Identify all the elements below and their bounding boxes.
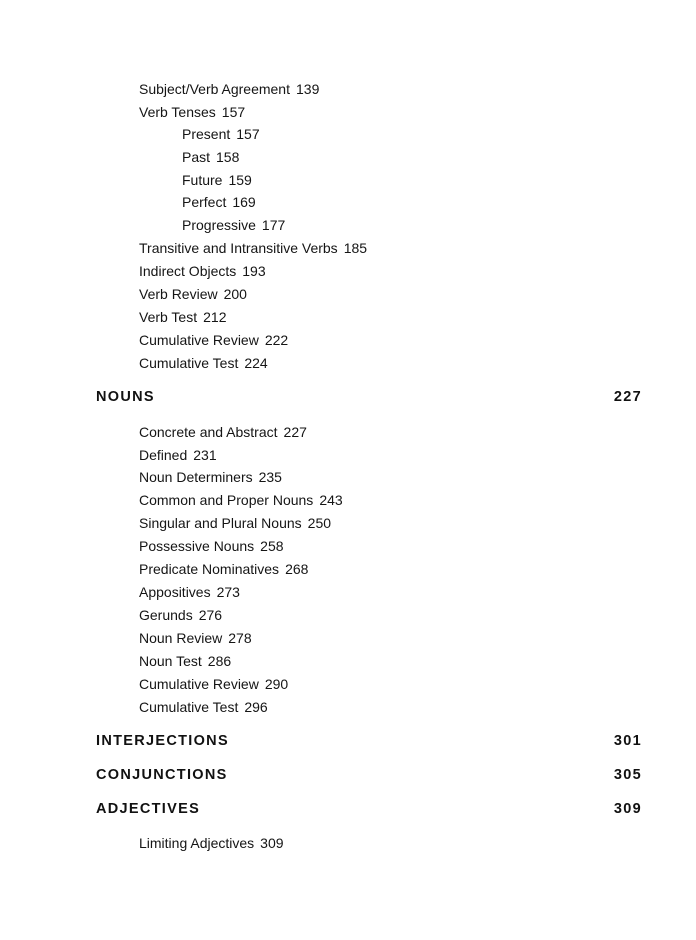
entry-page: 250: [307, 515, 332, 531]
entry-page: 212: [203, 309, 227, 325]
entry-page: 227: [283, 424, 307, 440]
section-page-nouns: 227: [613, 389, 642, 405]
entry-page: 231: [193, 447, 217, 463]
entry-page: 290: [264, 676, 289, 692]
toc-entry: [139, 491, 343, 509]
entry-page: 157: [236, 126, 260, 142]
section-title-conjunctions: CONJUNCTIONS: [96, 767, 228, 783]
entry-page: 268: [285, 561, 309, 577]
toc-subentry: [182, 193, 256, 211]
entry-page: 273: [216, 584, 240, 600]
toc-entry: [139, 698, 268, 716]
entry-title: Cumulative Test: [139, 355, 239, 371]
entry-page: 235: [258, 469, 282, 485]
entry-page: 296: [244, 699, 268, 715]
entry-title: Future: [182, 172, 223, 188]
toc-entry: [139, 468, 282, 486]
entry-page: 243: [319, 492, 343, 508]
section-page-interjections: 301: [613, 733, 642, 749]
toc-entry: [139, 239, 367, 257]
section-page-conjunctions: 305: [613, 767, 642, 783]
toc-entry: [139, 629, 252, 647]
toc-entry: [139, 446, 217, 464]
entry-title: Cumulative Review: [139, 676, 259, 692]
entry-title: Verb Review: [139, 286, 218, 302]
toc-entry: [139, 262, 266, 280]
entry-title: Possessive Nouns: [139, 538, 255, 554]
entry-title: Verb Test: [139, 309, 198, 325]
entry-page: 278: [228, 630, 252, 646]
toc-entry: [139, 103, 245, 121]
toc-entry: [139, 583, 240, 601]
toc-entry: [139, 606, 222, 624]
toc-subentry: [182, 171, 252, 189]
entry-page: 286: [207, 653, 232, 669]
entry-title: Limiting Adjectives: [139, 835, 255, 851]
entry-page: 200: [223, 286, 247, 302]
toc-subentry: [182, 216, 285, 234]
entry-page: 169: [232, 194, 256, 210]
entry-title: Common and Proper Nouns: [139, 492, 314, 508]
toc-entry: [139, 514, 331, 532]
entry-title: Perfect: [182, 194, 227, 210]
entry-title: Noun Test: [139, 653, 202, 669]
entry-page: 139: [296, 81, 320, 97]
entry-title: Verb Tenses: [139, 104, 216, 120]
entry-title: Present: [182, 126, 231, 142]
entry-title: Gerunds: [139, 607, 193, 623]
toc-entry: [139, 675, 288, 693]
entry-page: 193: [242, 263, 266, 279]
toc-entry: [139, 423, 307, 441]
toc-subentry: [182, 148, 239, 166]
entry-page: 157: [221, 104, 246, 120]
entry-page: 177: [261, 217, 286, 233]
entry-title: Defined: [139, 447, 188, 463]
toc-entry: [139, 331, 288, 349]
entry-page: 222: [264, 332, 289, 348]
entry-title: Indirect Objects: [139, 263, 237, 279]
entry-title: Cumulative Review: [139, 332, 259, 348]
entry-title: Progressive: [182, 217, 256, 233]
entry-page: 258: [260, 538, 284, 554]
entry-title: Predicate Nominatives: [139, 561, 280, 577]
toc-entry: [139, 80, 319, 98]
toc-entry: [139, 652, 231, 670]
entry-title: Transitive and Intransitive Verbs: [139, 240, 338, 256]
toc-subentry: [182, 125, 260, 143]
toc-entry: [139, 285, 247, 303]
toc-entry: [139, 354, 268, 372]
entry-title: Concrete and Abstract: [139, 424, 278, 440]
entry-title: Noun Review: [139, 630, 223, 646]
entry-page: 224: [244, 355, 268, 371]
toc-entry: [139, 308, 226, 326]
section-page-adjectives: 309: [613, 801, 642, 817]
section-title-adjectives: ADJECTIVES: [96, 801, 201, 817]
entry-page: 159: [228, 172, 252, 188]
entry-title: Past: [182, 149, 211, 165]
entry-title: Appositives: [139, 584, 211, 600]
entry-title: Noun Determiners: [139, 469, 253, 485]
entry-page: 309: [260, 835, 284, 851]
entry-title: Subject/Verb Agreement: [139, 81, 290, 97]
entry-page: 276: [198, 607, 223, 623]
section-title-nouns: NOUNS: [96, 389, 155, 405]
toc-entry: [139, 834, 284, 852]
toc-entry: [139, 560, 308, 578]
entry-title: Singular and Plural Nouns: [139, 515, 302, 531]
entry-title: Cumulative Test: [139, 699, 239, 715]
toc-entry: [139, 537, 284, 555]
entry-page: 185: [343, 240, 368, 256]
entry-page: 158: [216, 149, 240, 165]
section-title-interjections: INTERJECTIONS: [96, 733, 229, 749]
